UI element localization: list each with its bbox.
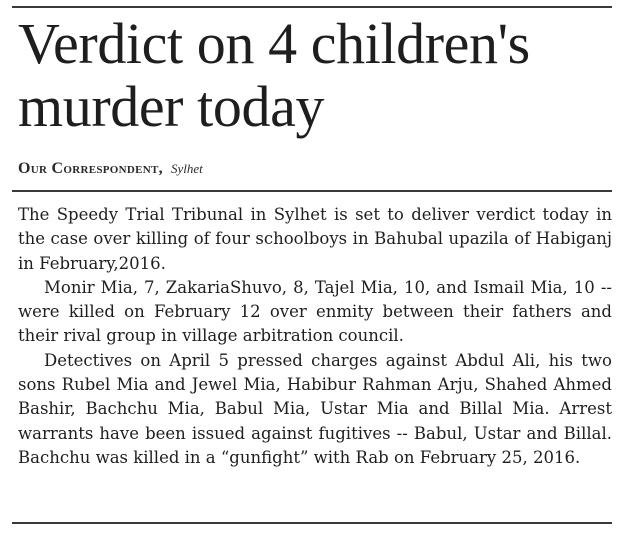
top-rule — [12, 6, 612, 8]
byline-correspondent: Our Correspondent, — [18, 160, 163, 177]
paragraph: Detectives on April 5 pressed charges against Abdul Ali, his two sons Rubel Mia and Jewel Mia, Habibur Rahman Arju, Shahed Ahmed Bashir, Bachchu Mia, Babul Mia, Ustar Mia and Billal Mia. Arrest warrants have been issued against fugitives -- Babul, Ustar and Billal. Bachchu was killed in a “gunfight” with Rab on February 25, 2016. — [18, 350, 612, 467]
bottom-rule — [12, 522, 612, 524]
headline: Verdict on 4 children's murder today — [18, 11, 530, 139]
byline — [18, 160, 203, 178]
byline-location: Sylhet — [170, 161, 203, 176]
article-body — [18, 203, 612, 470]
byline-rule — [12, 190, 612, 192]
paragraph: The Speedy Trial Tribunal in Sylhet is set to deliver verdict today in the case over killing of four schoolboys in Bahubal upazila of Habiganj in February,2016. — [18, 205, 612, 273]
paragraph: Monir Mia, 7, ZakariaShuvo, 8, Tajel Mia, 10, and Ismail Mia, 10 -- were killed on February 12 over enmity between their fathers and their rival group in village arbitration council. — [18, 277, 612, 346]
